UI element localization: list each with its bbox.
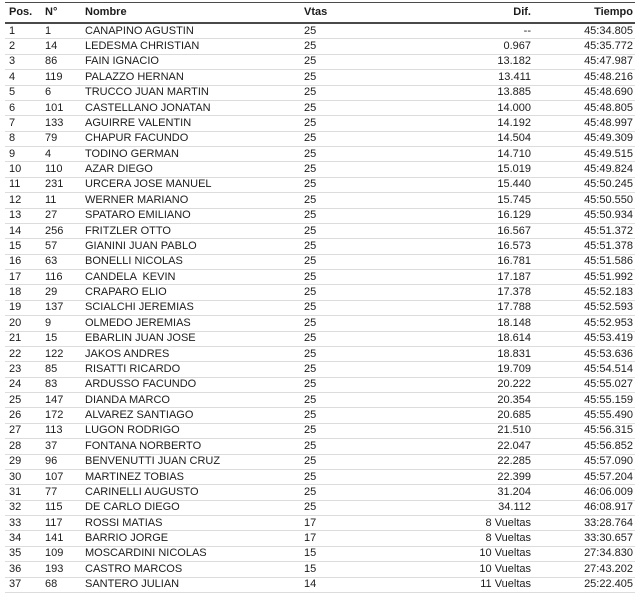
cell-tiempo: 45:49.824 xyxy=(584,164,633,176)
cell-tiempo: 46:08.917 xyxy=(584,502,633,514)
cell-num: 83 xyxy=(45,379,58,391)
cell-tiempo: 25:22.405 xyxy=(584,579,633,591)
cell-num: 6 xyxy=(45,87,52,99)
cell-nombre: CARINELLI AUGUSTO xyxy=(85,486,199,498)
cell-pos: 37 xyxy=(9,579,22,591)
cell-vtas: 25 xyxy=(304,333,317,345)
cell-nombre: CANAPINO AGUSTIN xyxy=(85,25,194,37)
table-row xyxy=(5,455,635,470)
cell-tiempo: 45:51.372 xyxy=(584,225,633,237)
cell-nombre: MARTINEZ TOBIAS xyxy=(85,471,185,483)
table-row xyxy=(5,547,635,562)
cell-dif: 22.399 xyxy=(497,471,531,483)
cell-nombre: CHAPUR FACUNDO xyxy=(85,133,189,145)
cell-nombre: DE CARLO DIEGO xyxy=(85,502,180,514)
cell-nombre: CASTELLANO JONATAN xyxy=(85,102,211,114)
table-row xyxy=(5,316,635,331)
cell-vtas: 25 xyxy=(304,225,317,237)
cell-dif: 13.411 xyxy=(498,71,531,83)
cell-dif: 11 Vueltas xyxy=(480,579,531,591)
cell-num: 109 xyxy=(45,548,64,560)
cell-nombre: FAIN IGNACIO xyxy=(85,56,159,68)
cell-nombre: LUGON RODRIGO xyxy=(85,425,180,437)
cell-pos: 29 xyxy=(9,456,22,468)
cell-tiempo: 45:55.490 xyxy=(584,410,633,422)
cell-pos: 30 xyxy=(9,471,22,483)
cell-dif: 10 Vueltas xyxy=(479,563,531,575)
cell-tiempo: 46:06.009 xyxy=(584,486,633,498)
cell-tiempo: 45:57.090 xyxy=(584,456,633,468)
cell-num: 4 xyxy=(45,148,52,160)
cell-nombre: MOSCARDINI NICOLAS xyxy=(85,548,207,560)
cell-nombre: AGUIRRE VALENTIN xyxy=(85,117,192,129)
cell-num: 1 xyxy=(45,25,52,37)
cell-num: 11 xyxy=(45,194,57,206)
cell-pos: 26 xyxy=(9,410,22,422)
cell-pos: 20 xyxy=(9,317,22,329)
cell-pos: 23 xyxy=(9,363,22,375)
cell-num: 96 xyxy=(45,456,58,468)
table-row xyxy=(5,531,635,546)
cell-vtas: 25 xyxy=(304,502,317,514)
cell-vtas: 15 xyxy=(304,563,317,575)
table-row xyxy=(5,562,635,577)
cell-nombre: BENVENUTTI JUAN CRUZ xyxy=(85,456,221,468)
cell-num: 29 xyxy=(45,287,58,299)
cell-vtas: 25 xyxy=(304,394,317,406)
cell-vtas: 25 xyxy=(304,317,317,329)
cell-nombre: FONTANA NORBERTO xyxy=(85,440,202,452)
cell-pos: 31 xyxy=(9,486,22,498)
cell-pos: 32 xyxy=(9,502,22,514)
cell-vtas: 17 xyxy=(304,533,317,545)
cell-tiempo: 45:55.159 xyxy=(584,394,633,406)
table-row xyxy=(5,86,635,101)
cell-tiempo: 45:48.216 xyxy=(584,71,633,83)
cell-num: 101 xyxy=(45,102,64,114)
cell-dif: -- xyxy=(523,25,531,37)
cell-dif: 16.129 xyxy=(497,210,531,222)
cell-num: 86 xyxy=(45,56,58,68)
cell-pos: 19 xyxy=(9,302,22,314)
cell-pos: 7 xyxy=(9,117,16,129)
cell-tiempo: 45:51.378 xyxy=(584,240,633,252)
cell-vtas: 25 xyxy=(304,471,317,483)
cell-dif: 20.222 xyxy=(497,379,531,391)
cell-nombre: JAKOS ANDRES xyxy=(85,348,170,360)
cell-pos: 3 xyxy=(9,56,16,68)
cell-dif: 21.510 xyxy=(497,425,531,437)
cell-num: 141 xyxy=(45,533,64,545)
cell-num: 79 xyxy=(45,133,58,145)
cell-dif: 17.187 xyxy=(497,271,531,283)
cell-nombre: SANTERO JULIAN xyxy=(85,579,180,591)
cell-nombre: BARRIO JORGE xyxy=(85,533,169,545)
cell-nombre: CASTRO MARCOS xyxy=(85,563,183,575)
cell-num: 63 xyxy=(45,256,58,268)
cell-pos: 14 xyxy=(9,225,22,237)
cell-pos: 16 xyxy=(9,256,22,268)
table-row xyxy=(5,485,635,500)
cell-pos: 25 xyxy=(9,394,22,406)
cell-dif: 0.967 xyxy=(503,41,531,53)
table-body xyxy=(5,24,635,593)
cell-vtas: 25 xyxy=(304,148,317,160)
cell-num: 115 xyxy=(45,502,63,514)
cell-dif: 13.182 xyxy=(497,56,531,68)
table-row xyxy=(5,424,635,439)
cell-nombre: FRITZLER OTTO xyxy=(85,225,171,237)
cell-num: 137 xyxy=(45,302,64,314)
cell-tiempo: 45:47.987 xyxy=(584,56,633,68)
cell-pos: 17 xyxy=(9,271,22,283)
table-row xyxy=(5,439,635,454)
table-row xyxy=(5,255,635,270)
table-row xyxy=(5,516,635,531)
cell-num: 122 xyxy=(45,348,64,360)
cell-num: 107 xyxy=(45,471,64,483)
cell-dif: 15.745 xyxy=(497,194,531,206)
cell-pos: 2 xyxy=(9,41,16,53)
cell-tiempo: 45:49.515 xyxy=(584,148,633,160)
cell-num: 85 xyxy=(45,363,58,375)
table-row xyxy=(5,332,635,347)
cell-nombre: RISATTI RICARDO xyxy=(85,363,181,375)
column-header-num: N° xyxy=(45,7,58,18)
cell-tiempo: 45:54.514 xyxy=(584,363,633,375)
cell-tiempo: 45:35.772 xyxy=(584,41,633,53)
table-row xyxy=(5,55,635,70)
cell-vtas: 25 xyxy=(304,71,317,83)
cell-num: 37 xyxy=(45,440,58,452)
cell-pos: 8 xyxy=(9,133,16,145)
table-row xyxy=(5,147,635,162)
cell-dif: 22.047 xyxy=(497,440,531,452)
cell-vtas: 25 xyxy=(304,179,317,191)
cell-vtas: 25 xyxy=(304,164,317,176)
cell-dif: 17.788 xyxy=(497,302,531,314)
cell-dif: 16.781 xyxy=(497,256,531,268)
cell-tiempo: 45:50.550 xyxy=(584,194,633,206)
column-header-tiempo: Tiempo xyxy=(594,7,633,18)
cell-vtas: 25 xyxy=(304,56,317,68)
cell-vtas: 25 xyxy=(304,117,317,129)
cell-pos: 13 xyxy=(9,210,22,222)
cell-vtas: 14 xyxy=(304,579,317,591)
cell-pos: 4 xyxy=(9,71,16,83)
table-row xyxy=(5,301,635,316)
table-row xyxy=(5,393,635,408)
cell-pos: 27 xyxy=(9,425,22,437)
cell-tiempo: 45:50.934 xyxy=(584,210,633,222)
cell-nombre: GIANINI JUAN PABLO xyxy=(85,240,197,252)
cell-tiempo: 27:34.830 xyxy=(584,548,633,560)
cell-pos: 22 xyxy=(9,348,22,360)
cell-tiempo: 45:56.852 xyxy=(584,440,633,452)
table-row xyxy=(5,239,635,254)
cell-tiempo: 45:51.586 xyxy=(584,256,633,268)
cell-vtas: 25 xyxy=(304,302,317,314)
cell-nombre: PALAZZO HERNAN xyxy=(85,71,184,83)
cell-tiempo: 45:50.245 xyxy=(584,179,633,191)
cell-nombre: AZAR DIEGO xyxy=(85,164,153,176)
table-row xyxy=(5,132,635,147)
cell-dif: 14.504 xyxy=(497,133,531,145)
cell-num: 27 xyxy=(45,210,58,222)
cell-dif: 14.000 xyxy=(497,102,531,114)
table-header-row xyxy=(5,3,635,24)
cell-nombre: CANDELA KEVIN xyxy=(85,271,176,283)
table-row xyxy=(5,578,635,593)
column-header-nombre: Nombre xyxy=(85,7,127,18)
cell-pos: 21 xyxy=(9,333,22,345)
cell-tiempo: 33:28.764 xyxy=(584,517,633,529)
cell-num: 14 xyxy=(45,41,58,53)
cell-nombre: CRAPARO ELIO xyxy=(85,287,167,299)
cell-dif: 13.885 xyxy=(497,87,531,99)
cell-tiempo: 45:34.805 xyxy=(584,25,633,37)
cell-num: 110 xyxy=(45,164,63,176)
cell-num: 68 xyxy=(45,579,58,591)
cell-nombre: OLMEDO JEREMIAS xyxy=(85,317,191,329)
cell-tiempo: 45:53.636 xyxy=(584,348,633,360)
table-row xyxy=(5,116,635,131)
cell-pos: 33 xyxy=(9,517,22,529)
cell-dif: 18.831 xyxy=(497,348,531,360)
cell-pos: 24 xyxy=(9,379,22,391)
cell-num: 193 xyxy=(45,563,64,575)
cell-num: 256 xyxy=(45,225,64,237)
cell-vtas: 25 xyxy=(304,240,317,252)
cell-pos: 35 xyxy=(9,548,22,560)
table-row xyxy=(5,285,635,300)
cell-vtas: 25 xyxy=(304,410,317,422)
column-header-pos: Pos. xyxy=(9,7,33,18)
cell-tiempo: 45:48.997 xyxy=(584,117,633,129)
cell-num: 117 xyxy=(45,517,63,529)
cell-vtas: 25 xyxy=(304,41,317,53)
cell-nombre: ALVAREZ SANTIAGO xyxy=(85,410,194,422)
cell-dif: 8 Vueltas xyxy=(485,517,531,529)
cell-vtas: 25 xyxy=(304,379,317,391)
column-header-vtas: Vtas xyxy=(304,7,328,18)
cell-pos: 34 xyxy=(9,533,22,545)
table-row xyxy=(5,101,635,116)
cell-vtas: 25 xyxy=(304,133,317,145)
cell-vtas: 25 xyxy=(304,102,317,114)
cell-dif: 20.685 xyxy=(497,410,531,422)
table-row xyxy=(5,70,635,85)
table-row xyxy=(5,408,635,423)
cell-num: 9 xyxy=(45,317,52,329)
cell-pos: 12 xyxy=(9,194,22,206)
table-row xyxy=(5,378,635,393)
cell-dif: 17.378 xyxy=(497,287,531,299)
cell-dif: 15.019 xyxy=(497,164,531,176)
cell-vtas: 25 xyxy=(304,425,317,437)
table-row xyxy=(5,178,635,193)
cell-nombre: LEDESMA CHRISTIAN xyxy=(85,41,200,53)
cell-nombre: ARDUSSO FACUNDO xyxy=(85,379,197,391)
cell-vtas: 15 xyxy=(304,548,317,560)
cell-pos: 28 xyxy=(9,440,22,452)
cell-num: 133 xyxy=(45,117,64,129)
cell-nombre: SPATARO EMILIANO xyxy=(85,210,191,222)
cell-dif: 10 Vueltas xyxy=(479,548,531,560)
cell-num: 15 xyxy=(45,333,58,345)
cell-tiempo: 45:51.992 xyxy=(584,271,633,283)
cell-pos: 15 xyxy=(9,240,22,252)
cell-vtas: 25 xyxy=(304,363,317,375)
cell-pos: 11 xyxy=(9,179,21,191)
table-row xyxy=(5,39,635,54)
cell-tiempo: 45:53.419 xyxy=(584,333,633,345)
table-row xyxy=(5,162,635,177)
cell-num: 147 xyxy=(45,394,64,406)
cell-nombre: SCIALCHI JEREMIAS xyxy=(85,302,194,314)
cell-tiempo: 45:52.183 xyxy=(584,287,633,299)
cell-nombre: EBARLIN JUAN JOSE xyxy=(85,333,196,345)
cell-num: 116 xyxy=(45,271,63,283)
cell-dif: 34.112 xyxy=(498,502,531,514)
cell-vtas: 17 xyxy=(304,517,317,529)
cell-vtas: 25 xyxy=(304,456,317,468)
table-row xyxy=(5,347,635,362)
cell-dif: 8 Vueltas xyxy=(485,533,531,545)
cell-tiempo: 45:56.315 xyxy=(584,425,633,437)
table-row xyxy=(5,501,635,516)
cell-dif: 18.614 xyxy=(497,333,531,345)
cell-vtas: 25 xyxy=(304,440,317,452)
cell-dif: 14.710 xyxy=(497,148,531,160)
cell-nombre: WERNER MARIANO xyxy=(85,194,189,206)
table-row xyxy=(5,470,635,485)
cell-dif: 18.148 xyxy=(497,317,531,329)
cell-nombre: TRUCCO JUAN MARTIN xyxy=(85,87,209,99)
cell-nombre: ROSSI MATIAS xyxy=(85,517,163,529)
cell-pos: 9 xyxy=(9,148,16,160)
cell-vtas: 25 xyxy=(304,348,317,360)
cell-tiempo: 45:52.953 xyxy=(584,317,633,329)
cell-nombre: BONELLI NICOLAS xyxy=(85,256,183,268)
cell-vtas: 25 xyxy=(304,87,317,99)
table-row xyxy=(5,362,635,377)
cell-nombre: URCERA JOSE MANUEL xyxy=(85,179,212,191)
table-row xyxy=(5,224,635,239)
cell-pos: 6 xyxy=(9,102,16,114)
cell-dif: 16.573 xyxy=(497,240,531,252)
cell-num: 231 xyxy=(45,179,64,191)
cell-vtas: 25 xyxy=(304,486,317,498)
cell-dif: 20.354 xyxy=(497,394,531,406)
cell-vtas: 25 xyxy=(304,287,317,299)
cell-pos: 5 xyxy=(9,87,16,99)
cell-tiempo: 45:48.805 xyxy=(584,102,633,114)
cell-vtas: 25 xyxy=(304,210,317,222)
cell-nombre: DIANDA MARCO xyxy=(85,394,170,406)
table-row xyxy=(5,209,635,224)
cell-tiempo: 27:43.202 xyxy=(584,563,633,575)
race-results-table xyxy=(5,2,635,593)
cell-num: 119 xyxy=(45,71,63,83)
cell-pos: 18 xyxy=(9,287,22,299)
cell-tiempo: 45:57.204 xyxy=(584,471,633,483)
cell-dif: 14.192 xyxy=(497,117,531,129)
cell-pos: 36 xyxy=(9,563,22,575)
cell-dif: 19.709 xyxy=(497,363,531,375)
cell-tiempo: 33:30.657 xyxy=(584,533,633,545)
cell-dif: 15.440 xyxy=(497,179,531,191)
cell-dif: 22.285 xyxy=(497,456,531,468)
cell-pos: 10 xyxy=(9,164,22,176)
cell-tiempo: 45:48.690 xyxy=(584,87,633,99)
cell-num: 172 xyxy=(45,410,64,422)
cell-pos: 1 xyxy=(9,25,16,37)
cell-num: 57 xyxy=(45,240,58,252)
cell-dif: 16.567 xyxy=(497,225,531,237)
cell-vtas: 25 xyxy=(304,256,317,268)
cell-num: 113 xyxy=(45,425,63,437)
cell-vtas: 25 xyxy=(304,25,317,37)
column-header-dif: Dif. xyxy=(513,7,531,18)
table-row xyxy=(5,24,635,39)
cell-num: 77 xyxy=(45,486,58,498)
table-row xyxy=(5,193,635,208)
cell-tiempo: 45:52.593 xyxy=(584,302,633,314)
cell-vtas: 25 xyxy=(304,271,317,283)
table-row xyxy=(5,270,635,285)
cell-nombre: TODINO GERMAN xyxy=(85,148,179,160)
cell-tiempo: 45:55.027 xyxy=(584,379,633,391)
cell-tiempo: 45:49.309 xyxy=(584,133,633,145)
cell-dif: 31.204 xyxy=(497,486,531,498)
cell-vtas: 25 xyxy=(304,194,317,206)
